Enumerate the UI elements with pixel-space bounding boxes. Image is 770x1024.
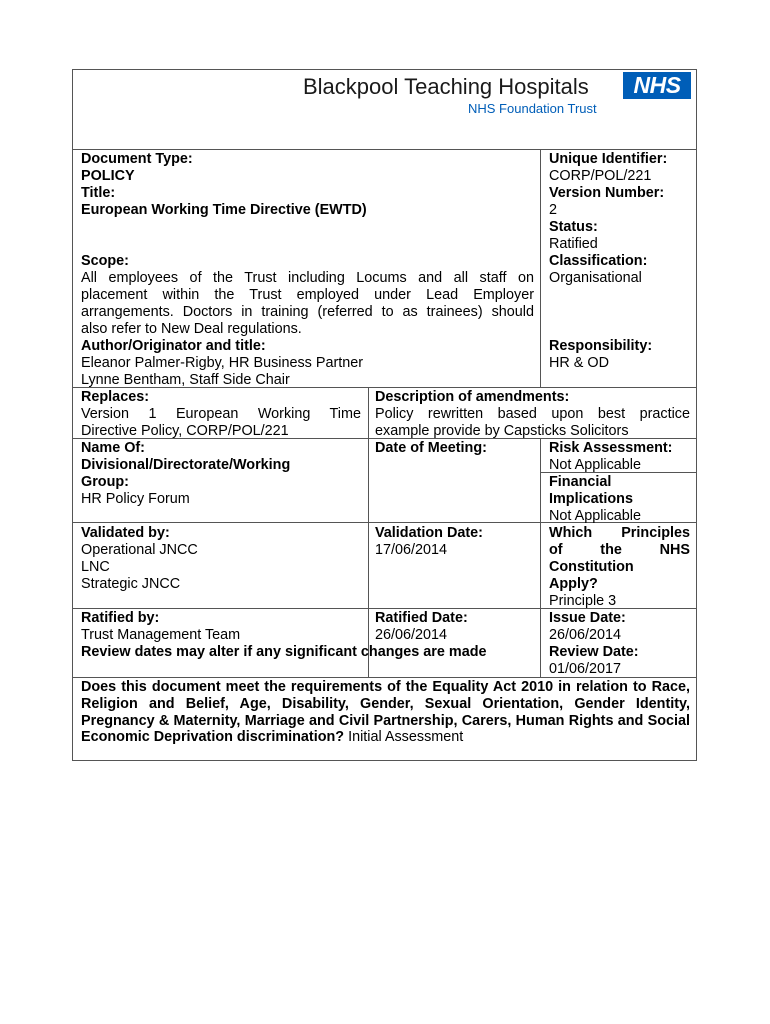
scope-text-line: placement within the Trust employed under Lead Employer: [81, 287, 534, 303]
version-label: Version Number:: [549, 185, 665, 201]
principles-label: of the NHS: [549, 542, 690, 558]
author-value: Lynne Bentham, Staff Side Chair: [81, 372, 290, 388]
name-of-label: Name Of:: [81, 440, 145, 456]
replaces-value: Directive Policy, CORP/POL/221: [81, 423, 289, 439]
risk-assessment-label: Risk Assessment:: [549, 440, 673, 456]
policy-document-table: [72, 69, 697, 761]
validated-by-value: Strategic JNCC: [81, 576, 181, 592]
financial-label: Implications: [549, 491, 633, 507]
status-label: Status:: [549, 219, 598, 235]
group-label: Group:: [81, 474, 129, 490]
title-value: European Working Time Directive (EWTD): [81, 202, 367, 218]
risk-assessment-value: Not Applicable: [549, 457, 641, 473]
document-type-value: POLICY: [81, 168, 135, 184]
divider: [540, 149, 541, 387]
classification-value: Organisational: [549, 270, 642, 286]
issue-date-label: Issue Date:: [549, 610, 626, 626]
divider: [73, 149, 696, 150]
validated-by-label: Validated by:: [81, 525, 170, 541]
ratified-by-label: Ratified by:: [81, 610, 160, 626]
scope-label: Scope:: [81, 253, 129, 269]
amendments-value: example provide by Capsticks Solicitors: [375, 423, 629, 439]
nhs-logo: NHS: [623, 72, 691, 99]
validation-date-label: Validation Date:: [375, 525, 483, 541]
group-label: Divisional/Directorate/Working: [81, 457, 291, 473]
validated-by-value: Operational JNCC: [81, 542, 198, 558]
scope-text-line: All employees of the Trust including Locums and all staff on: [81, 270, 534, 286]
trust-subtitle: NHS Foundation Trust: [468, 101, 597, 116]
document-type-label: Document Type:: [81, 151, 193, 167]
equality-answer: Initial Assessment: [348, 729, 464, 746]
version-value: 2: [549, 202, 558, 218]
review-date-label: Review Date:: [549, 644, 639, 660]
review-date-value: 01/06/2017: [549, 661, 622, 677]
trust-name: Blackpool Teaching Hospitals: [303, 74, 589, 99]
ratified-date-value: 26/06/2014: [375, 627, 448, 643]
responsibility-value: HR & OD: [549, 355, 609, 371]
review-note: Review dates may alter if any significant changes are made: [81, 644, 487, 660]
ratified-date-label: Ratified Date:: [375, 610, 468, 626]
status-value: Ratified: [549, 236, 598, 252]
responsibility-label: Responsibility:: [549, 338, 653, 354]
meeting-date-label: Date of Meeting:: [375, 440, 487, 456]
author-value: Eleanor Palmer-Rigby, HR Business Partner: [81, 355, 364, 371]
equality-question-text: Does this document meet the requirements of the Equality Act 2010 in relation to Race, Religion and Belief, Age, Disability, Gender, Sexual Orientation, Gender Identity, Pregnancy & Maternity, Marriage and Civil Partnership, Carers, Human Rights and Social Economic Deprivation discrimination?: [81, 679, 690, 746]
validation-date-value: 17/06/2014: [375, 542, 448, 558]
classification-label: Classification:: [549, 253, 648, 269]
ratified-by-value: Trust Management Team: [81, 627, 241, 643]
principles-value: Principle 3: [549, 593, 617, 609]
principles-label: Which Principles: [549, 525, 690, 541]
replaces-value: Version 1 European Working Time: [81, 406, 361, 422]
financial-label: Financial: [549, 474, 612, 490]
amendments-label: Description of amendments:: [375, 389, 570, 405]
amendments-value: Policy rewritten based upon best practice: [375, 406, 690, 422]
group-value: HR Policy Forum: [81, 491, 190, 507]
divider: [368, 387, 369, 677]
unique-id-value: CORP/POL/221: [549, 168, 652, 184]
divider: [540, 438, 541, 677]
validated-by-value: LNC: [81, 559, 110, 575]
title-label: Title:: [81, 185, 116, 201]
equality-act-question: [81, 679, 690, 746]
scope-text-line: arrangements. Doctors in training (referred to as trainees) should: [81, 304, 534, 320]
author-label: Author/Originator and title:: [81, 338, 266, 354]
financial-value: Not Applicable: [549, 508, 641, 524]
scope-text-line: also refer to New Deal regulations.: [81, 321, 302, 337]
replaces-label: Replaces:: [81, 389, 149, 405]
principles-label: Apply?: [549, 576, 598, 592]
unique-id-label: Unique Identifier:: [549, 151, 668, 167]
principles-label: Constitution: [549, 559, 634, 575]
issue-date-value: 26/06/2014: [549, 627, 622, 643]
